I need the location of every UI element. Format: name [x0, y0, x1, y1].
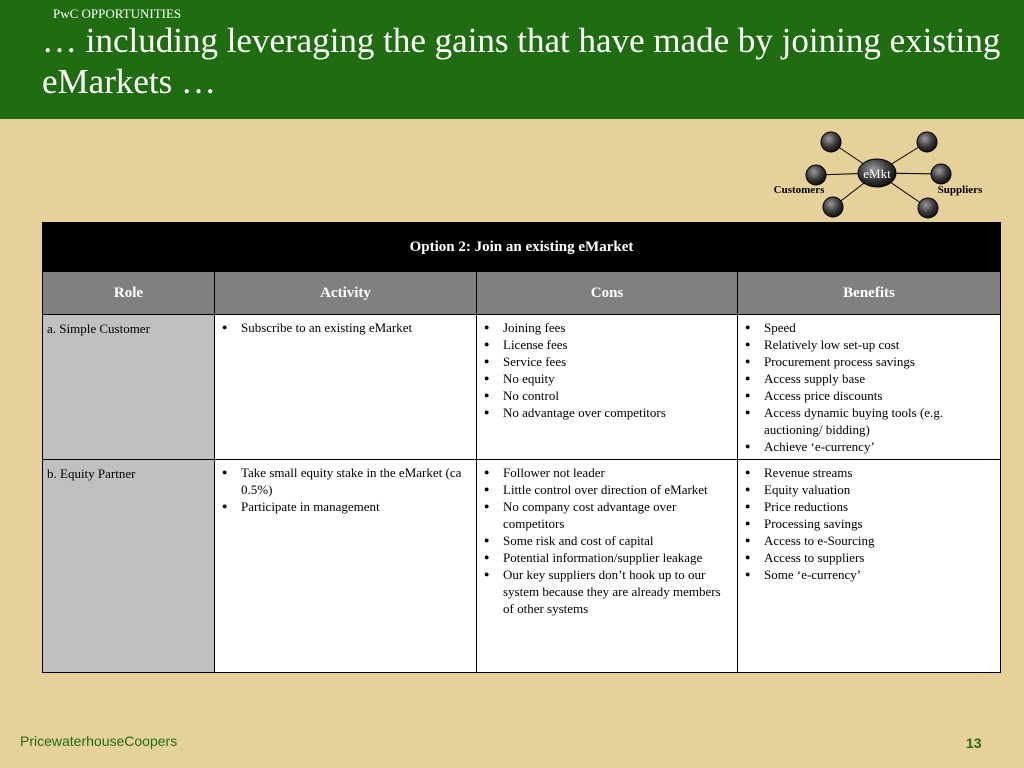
- list-item: ● Little control over direction of eMarket: [481, 481, 733, 498]
- list-item: ● Procurement process savings: [742, 353, 996, 370]
- list-item: ● Some risk and cost of capital: [481, 532, 733, 549]
- activity-cell: [215, 315, 477, 460]
- customers-label: Customers: [773, 184, 825, 196]
- benefits-cell: [738, 460, 1001, 673]
- list-item: ● Access supply base: [742, 370, 996, 387]
- table-caption: Option 2: Join an existing eMarket: [43, 223, 1001, 272]
- list-item: ● Follower not leader: [481, 464, 733, 481]
- company-footer: PricewaterhouseCoopers: [20, 733, 178, 749]
- page-number: 13: [966, 735, 982, 751]
- section-kicker: PwC OPPORTUNITIES: [53, 6, 182, 21]
- table-header-row: [43, 272, 1001, 315]
- list-item: ● No company cost advantage over competitors: [481, 498, 733, 532]
- role-cell: a. Simple Customer: [43, 315, 215, 460]
- table-row: [43, 460, 1001, 673]
- list-item: ● Potential information/supplier leakage: [481, 549, 733, 566]
- list-item: ● Service fees: [481, 353, 733, 370]
- list-item: ● Joining fees: [481, 319, 733, 336]
- list-item: ● No advantage over competitors: [481, 404, 733, 421]
- list-item: ● Access dynamic buying tools (e.g. auctioning/ bidding): [742, 404, 996, 438]
- cons-cell: [477, 315, 738, 460]
- activity-cell: [215, 460, 477, 673]
- list-item: ● Participate in management: [219, 498, 472, 515]
- customer-node-icon: [806, 165, 826, 185]
- list-item: ● Achieve ‘e-currency’: [742, 438, 996, 455]
- list-item: ● Access price discounts: [742, 387, 996, 404]
- customer-node-icon: [823, 197, 843, 217]
- list-item: ● Equity valuation: [742, 481, 996, 498]
- cons-cell: [477, 460, 738, 673]
- slide-title: … including leveraging the gains that have made by joining existing eMarkets …: [42, 21, 1001, 101]
- list-item: ● Our key suppliers don’t hook up to our system because they are already members of other systems: [481, 566, 733, 617]
- list-item: ● Relatively low set-up cost: [742, 336, 996, 353]
- emarket-hub-diagram: [760, 128, 1000, 223]
- supplier-node-icon: [918, 198, 938, 218]
- column-header-role: Role: [43, 272, 215, 315]
- benefits-cell: [738, 315, 1001, 460]
- list-item: ● Speed: [742, 319, 996, 336]
- supplier-node-icon: [931, 164, 951, 184]
- title-banner: [0, 0, 1024, 119]
- column-header-cons: Cons: [477, 272, 738, 315]
- list-item: ● Processing savings: [742, 515, 996, 532]
- column-header-activity: Activity: [215, 272, 477, 315]
- list-item: ● Access to suppliers: [742, 549, 996, 566]
- list-item: ● Take small equity stake in the eMarket (ca 0.5%): [219, 464, 472, 498]
- suppliers-label: Suppliers: [937, 184, 983, 196]
- list-item: ● Some ‘e-currency’: [742, 566, 996, 583]
- role-cell: b. Equity Partner: [43, 460, 215, 673]
- list-item: ● Revenue streams: [742, 464, 996, 481]
- supplier-node-icon: [917, 132, 937, 152]
- customer-node-icon: [821, 132, 841, 152]
- list-item: ● Access to e-Sourcing: [742, 532, 996, 549]
- table-row: [43, 315, 1001, 460]
- list-item: ● No control: [481, 387, 733, 404]
- list-item: ● No equity: [481, 370, 733, 387]
- list-item: ● Price reductions: [742, 498, 996, 515]
- column-header-benefits: Benefits: [738, 272, 1001, 315]
- emkt-hub-label: eMkt: [863, 166, 891, 181]
- list-item: ● License fees: [481, 336, 733, 353]
- options-table: [42, 222, 1001, 673]
- list-item: ● Subscribe to an existing eMarket: [219, 319, 472, 336]
